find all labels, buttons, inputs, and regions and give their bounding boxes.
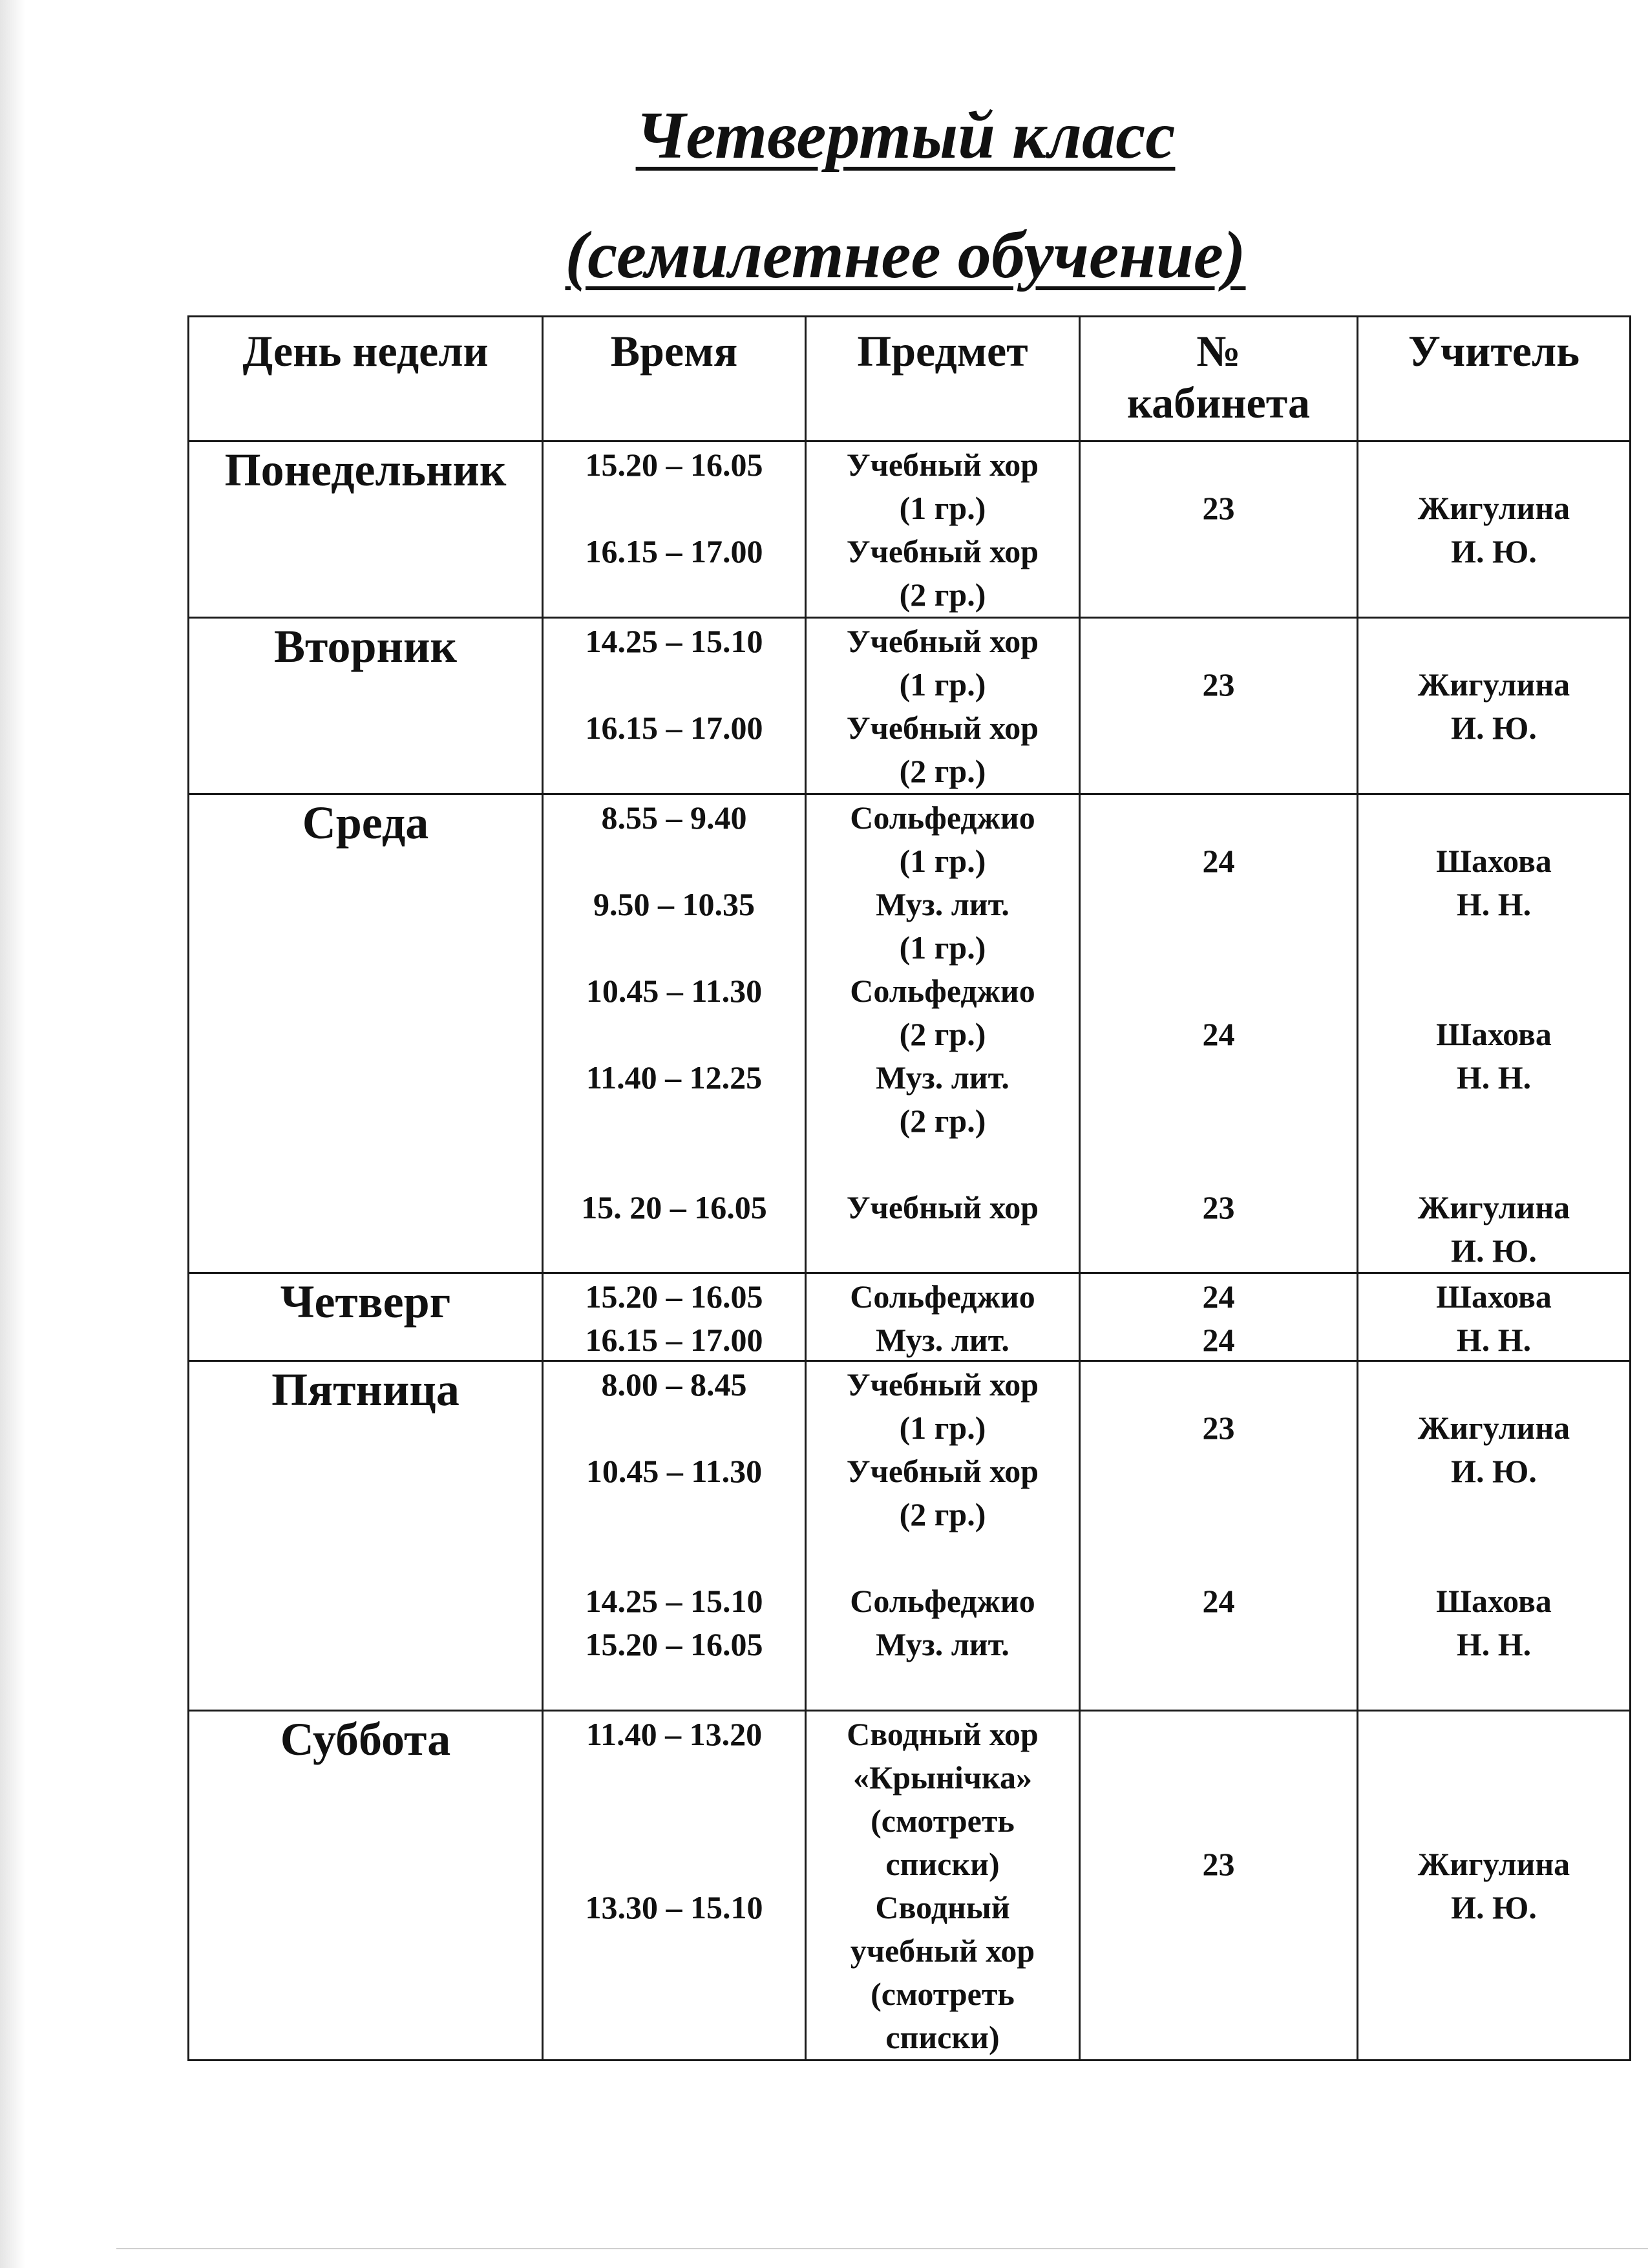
schedule-table bbox=[187, 315, 1631, 2061]
room-line: 23 bbox=[1202, 1846, 1235, 1882]
teacher-line: Шахова bbox=[1436, 843, 1552, 879]
room-line: 23 bbox=[1202, 666, 1235, 703]
schedule-row bbox=[189, 618, 1631, 794]
subject-line: Учебный хор bbox=[846, 447, 1039, 483]
schedule-row bbox=[189, 1273, 1631, 1361]
subject-line: (1 гр.) bbox=[899, 843, 986, 879]
subject-line: (1 гр.) bbox=[899, 666, 986, 703]
subject-line: Муз. лит. bbox=[876, 886, 1009, 922]
room-cell bbox=[1080, 1273, 1358, 1361]
subject-cell bbox=[806, 618, 1080, 794]
room-line: 23 bbox=[1202, 1189, 1235, 1225]
teacher-line: И. Ю. bbox=[1451, 1453, 1537, 1489]
header-teacher: Учитель bbox=[1358, 317, 1631, 441]
teacher-line: Жигулина bbox=[1417, 1410, 1570, 1446]
teacher-line: Шахова bbox=[1436, 1278, 1552, 1315]
subject-line: Учебный хор bbox=[846, 710, 1039, 746]
teacher-line: И. Ю. bbox=[1451, 533, 1537, 569]
teacher-line: Н. Н. bbox=[1456, 1322, 1532, 1358]
subject-line: (1 гр.) bbox=[899, 490, 986, 526]
subject-line: (2 гр.) bbox=[899, 1496, 986, 1532]
time-cell bbox=[543, 1361, 806, 1711]
subject-line: списки) bbox=[885, 2019, 1000, 2055]
subject-cell bbox=[806, 794, 1080, 1273]
day-cell: Четверг bbox=[189, 1273, 543, 1361]
subject-line: (2 гр.) bbox=[899, 577, 986, 613]
scan-edge-shadow bbox=[0, 0, 26, 2268]
page-title: Четвертый класс bbox=[635, 98, 1176, 173]
room-line: 24 bbox=[1202, 1583, 1235, 1619]
subject-line: Сольфеджио bbox=[850, 1278, 1035, 1315]
time-line: 15.20 – 16.05 bbox=[585, 447, 763, 483]
room-cell bbox=[1080, 618, 1358, 794]
header-time: Время bbox=[543, 317, 806, 441]
room-line: 23 bbox=[1202, 1410, 1235, 1446]
subject-line: (1 гр.) bbox=[899, 1410, 986, 1446]
subject-line: (смотреть bbox=[871, 1803, 1015, 1839]
room-cell bbox=[1080, 441, 1358, 618]
header-room: № кабинета bbox=[1080, 317, 1358, 441]
teacher-line: Н. Н. bbox=[1456, 1626, 1532, 1662]
time-line: 16.15 – 17.00 bbox=[585, 710, 763, 746]
subject-cell bbox=[806, 1273, 1080, 1361]
time-line: 11.40 – 12.25 bbox=[586, 1059, 763, 1096]
time-line: 11.40 – 13.20 bbox=[586, 1716, 763, 1752]
time-line: 15. 20 – 16.05 bbox=[581, 1189, 767, 1225]
subject-cell bbox=[806, 441, 1080, 618]
time-cell bbox=[543, 1273, 806, 1361]
schedule-row bbox=[189, 1711, 1631, 2061]
time-line: 16.15 – 17.00 bbox=[585, 533, 763, 569]
teacher-line: И. Ю. bbox=[1451, 1889, 1537, 1925]
teacher-line: Шахова bbox=[1436, 1016, 1552, 1052]
teacher-line: И. Ю. bbox=[1451, 710, 1537, 746]
teacher-line: Жигулина bbox=[1417, 1846, 1570, 1882]
time-line: 16.15 – 17.00 bbox=[585, 1322, 763, 1358]
header-row bbox=[189, 317, 1631, 441]
teacher-line: Шахова bbox=[1436, 1583, 1552, 1619]
room-line: 23 bbox=[1202, 490, 1235, 526]
subject-line: (смотреть bbox=[871, 1976, 1015, 2012]
subject-line: Сводный хор bbox=[847, 1716, 1039, 1752]
subject-cell bbox=[806, 1361, 1080, 1711]
time-line: 14.25 – 15.10 bbox=[585, 623, 763, 659]
room-cell bbox=[1080, 1711, 1358, 2061]
teacher-line: Жигулина bbox=[1417, 490, 1570, 526]
time-cell bbox=[543, 618, 806, 794]
room-line: 24 bbox=[1202, 1016, 1235, 1052]
day-cell: Понедельник bbox=[189, 441, 543, 618]
time-line: 9.50 – 10.35 bbox=[593, 886, 755, 922]
teacher-line: Н. Н. bbox=[1456, 886, 1532, 922]
subject-line: Сольфеджио bbox=[850, 973, 1035, 1009]
day-cell: Пятница bbox=[189, 1361, 543, 1711]
time-line: 8.00 – 8.45 bbox=[601, 1366, 747, 1403]
time-line: 13.30 – 15.10 bbox=[585, 1889, 763, 1925]
header-subject: Предмет bbox=[806, 317, 1080, 441]
time-line: 15.20 – 16.05 bbox=[585, 1626, 763, 1662]
subject-line: (2 гр.) bbox=[899, 1016, 986, 1052]
teacher-line: Жигулина bbox=[1417, 666, 1570, 703]
room-cell bbox=[1080, 1361, 1358, 1711]
teacher-cell bbox=[1358, 1711, 1631, 2061]
day-cell: Суббота bbox=[189, 1711, 543, 2061]
subject-line: учебный хор bbox=[850, 1933, 1035, 1969]
time-line: 10.45 – 11.30 bbox=[586, 973, 763, 1009]
subject-line: Сольфеджио bbox=[850, 800, 1035, 836]
teacher-line: И. Ю. bbox=[1451, 1233, 1537, 1269]
page-subtitle: (семилетнее обучение) bbox=[565, 218, 1246, 292]
subject-line: Учебный хор bbox=[846, 1366, 1039, 1403]
time-cell bbox=[543, 1711, 806, 2061]
time-line: 10.45 – 11.30 bbox=[586, 1453, 763, 1489]
subject-line: Муз. лит. bbox=[876, 1059, 1009, 1096]
time-cell bbox=[543, 441, 806, 618]
subject-line: (2 гр.) bbox=[899, 1103, 986, 1139]
subject-cell bbox=[806, 1711, 1080, 2061]
subject-line: Муз. лит. bbox=[876, 1322, 1009, 1358]
header-day: День недели bbox=[189, 317, 543, 441]
teacher-cell bbox=[1358, 1361, 1631, 1711]
subject-line: Учебный хор bbox=[846, 1453, 1039, 1489]
day-cell: Среда bbox=[189, 794, 543, 1273]
teacher-cell bbox=[1358, 794, 1631, 1273]
subject-line: списки) bbox=[885, 1846, 1000, 1882]
time-line: 8.55 – 9.40 bbox=[601, 800, 747, 836]
subject-line: «Крынічка» bbox=[852, 1759, 1033, 1796]
teacher-line: Н. Н. bbox=[1456, 1059, 1532, 1096]
time-cell bbox=[543, 794, 806, 1273]
schedule-row bbox=[189, 794, 1631, 1273]
room-line: 24 bbox=[1202, 843, 1235, 879]
time-line: 14.25 – 15.10 bbox=[585, 1583, 763, 1619]
subject-line: (1 гр.) bbox=[899, 929, 986, 966]
room-line: 24 bbox=[1202, 1322, 1235, 1358]
schedule-row bbox=[189, 441, 1631, 618]
subject-line: Сольфеджио bbox=[850, 1583, 1035, 1619]
subject-line: Учебный хор bbox=[846, 1189, 1039, 1225]
subject-line: Учебный хор bbox=[846, 623, 1039, 659]
teacher-cell bbox=[1358, 441, 1631, 618]
teacher-cell bbox=[1358, 1273, 1631, 1361]
subject-line: (2 гр.) bbox=[899, 753, 986, 789]
subject-line: Сводный bbox=[875, 1889, 1010, 1925]
teacher-cell bbox=[1358, 618, 1631, 794]
scan-bottom-line bbox=[116, 2248, 1648, 2249]
room-line: 24 bbox=[1202, 1278, 1235, 1315]
time-line: 15.20 – 16.05 bbox=[585, 1278, 763, 1315]
teacher-line: Жигулина bbox=[1417, 1189, 1570, 1225]
subject-line: Учебный хор bbox=[846, 533, 1039, 569]
day-cell: Вторник bbox=[189, 618, 543, 794]
room-cell bbox=[1080, 794, 1358, 1273]
schedule-row bbox=[189, 1361, 1631, 1711]
subject-line: Муз. лит. bbox=[876, 1626, 1009, 1662]
